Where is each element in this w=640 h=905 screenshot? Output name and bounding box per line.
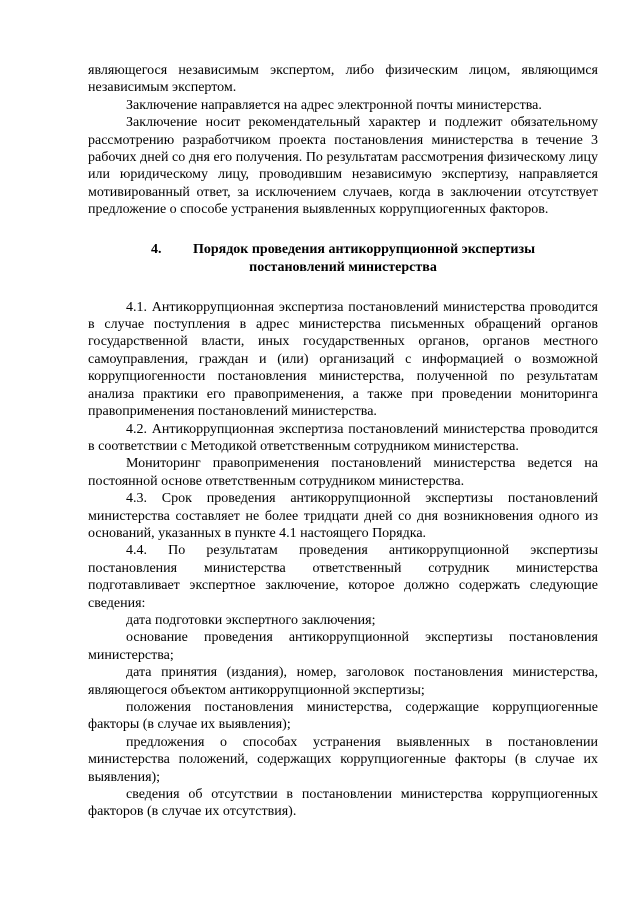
list-item-provisions: положения постановления министерства, содержащие коррупциогенные факторы (в случае их выявления); <box>88 700 598 733</box>
list-item-adoption: дата принятия (издания), номер, заголовок постановления министерства, являющегося объектом антикоррупционной экспертизы; <box>88 665 598 698</box>
paragraph-4-4: 4.4. По результатам проведения антикоррупционной экспертизы постановления министерства ответственный сотрудник министерства подготавливает экспертное заключение, которое должно содержать следующие сведения: <box>88 543 598 611</box>
paragraph-conclusion: Заключение носит рекомендательный характер и подлежит обязательному рассмотрению разработчиком проекта постановления министерства в течение 3 рабочих дней со дня его получения. По результатам рассмотрения физическому лицу или юридическому лицу, проводившим независимую экспертизу, направляется мотивированный ответ, за исключением случаев, когда в заключении отсутствует предложение о способе устранения выявленных коррупциогенных факторов. <box>88 115 598 218</box>
list-item-proposals: предложения о способах устранения выявленных в постановлении министерства положений, содержащих коррупциогенные факторы (в случае их выявления); <box>88 734 598 785</box>
section-title-line2: постановлений министерства <box>249 259 437 275</box>
paragraph-4-2: 4.2. Антикоррупционная экспертиза постановлений министерства проводится в соответствии с Методикой ответственным сотрудником министерства. <box>88 421 598 454</box>
paragraph-monitoring: Мониторинг правоприменения постановлений министерства ведется на постоянной основе ответственным сотрудником министерства. <box>88 456 598 489</box>
list-item-absence: сведения об отсутствии в постановлении министерства коррупциогенных факторов (в случае их отсутствия). <box>88 787 598 820</box>
paragraph-intro-continuation: являющегося независимым экспертом, либо физическим лицом, являющимся независимым экспертом. <box>88 63 598 96</box>
paragraph-4-3: 4.3. Срок проведения антикоррупционной экспертизы постановлений министерства составляет не более тридцати дней со дня возникновения одного из оснований, указанных в пункте 4.1 настоящего Порядка. <box>88 491 598 541</box>
section-title-line1: Порядок проведения антикоррупционной экспертизы <box>192 241 536 257</box>
list-item-date: дата подготовки экспертного заключения; <box>126 612 376 628</box>
list-item-basis: основание проведения антикоррупционной экспертизы постановления министерства; <box>88 630 598 663</box>
paragraph-email: Заключение направляется на адрес электронной почты министерства. <box>126 97 542 113</box>
section-heading <box>88 241 598 277</box>
paragraph-4-1: 4.1. Антикоррупционная экспертиза постановлений министерства проводится в случае поступления в адрес министерства письменных обращений органов государственной власти, иных государственных органов, органов местного самоуправления, граждан и (или) организаций с информацией о возможной коррупциогенности постановления министерства, полученной по результатам анализа практики его правоприменения, а также при проведении мониторинга правоприменения постановлений министерства. <box>88 299 598 420</box>
section-number: 4. <box>150 241 162 257</box>
